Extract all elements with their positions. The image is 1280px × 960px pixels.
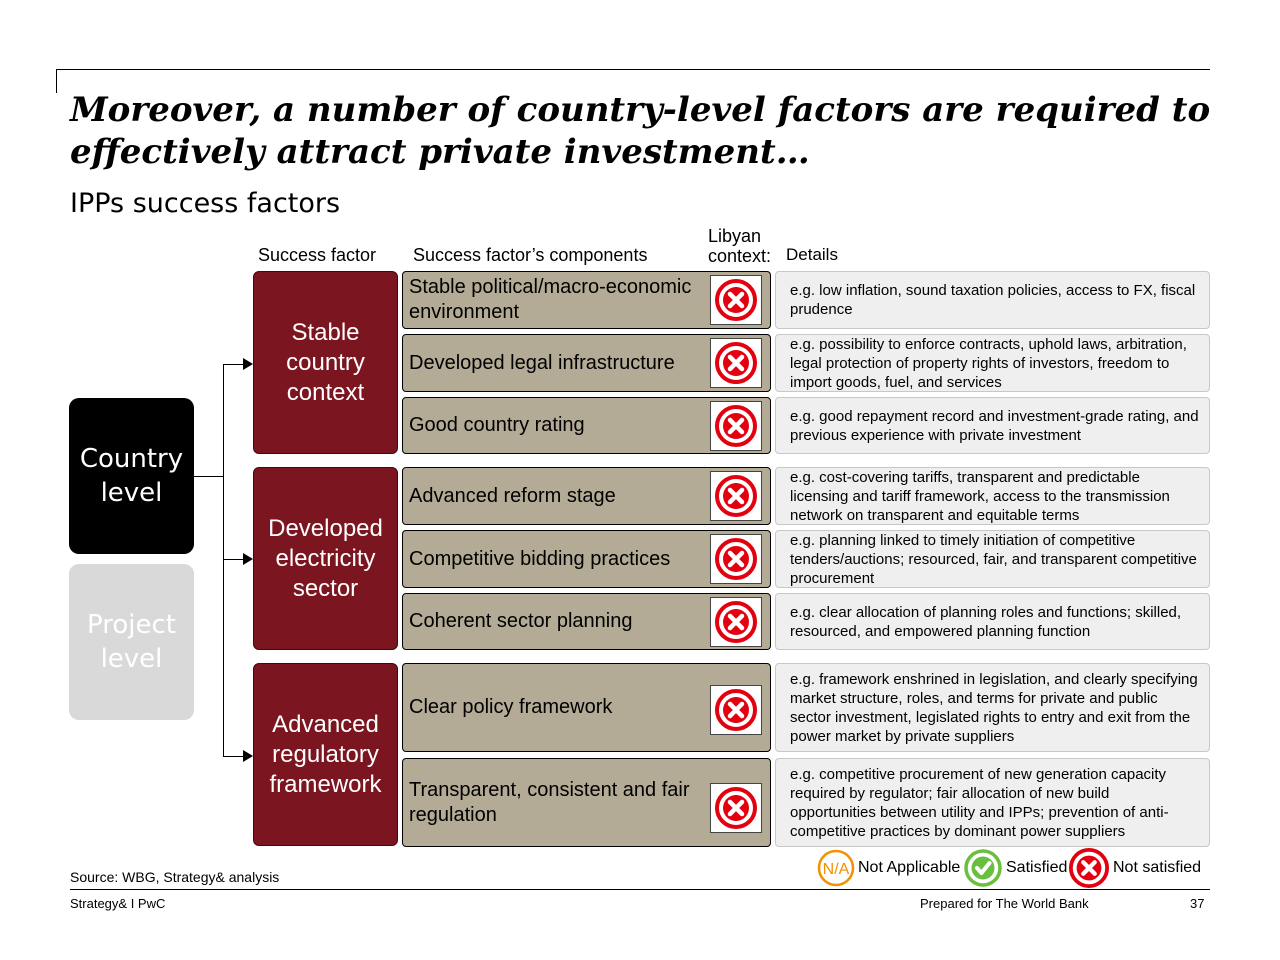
source-note: Source: WBG, Strategy& analysis	[70, 869, 280, 885]
detail-text: e.g. low inflation, sound taxation policies, access to FX, fiscal prudence	[775, 271, 1210, 329]
column-header-libyan	[708, 226, 771, 266]
legend-label-not-satisfied: Not satisfied	[1113, 859, 1202, 876]
component-label: Clear policy framework	[409, 696, 613, 718]
not-satisfied-icon	[714, 474, 758, 518]
component-row	[402, 663, 771, 752]
factor-advanced-regulatory-framework: Advanced regulatory framework	[253, 663, 398, 846]
not-satisfied-icon	[714, 537, 758, 581]
column-header-libyan-line1: Libyan	[708, 226, 762, 246]
project-level-box: Project level	[69, 564, 194, 720]
not-satisfied-icon	[1068, 847, 1110, 889]
slide-subtitle: IPPs success factors	[70, 188, 341, 219]
status-cell	[710, 685, 762, 735]
connector-line	[194, 476, 224, 477]
bottom-rule	[70, 889, 1210, 890]
status-cell	[710, 401, 762, 451]
country-level-box: Country level	[69, 398, 194, 554]
detail-text: e.g. clear allocation of planning roles and functions; skilled, resourced, and empowered planning function	[775, 593, 1210, 650]
satisfied-icon	[963, 848, 1003, 888]
legend-satisfied	[963, 850, 1067, 886]
component-row	[402, 593, 771, 650]
legend-not-satisfied	[1068, 850, 1201, 886]
component-row	[402, 334, 771, 392]
top-corner-tick	[56, 69, 57, 93]
column-header-libyan-line2: context:	[708, 246, 772, 266]
component-label: Transparent, consistent and fair regulation	[409, 778, 690, 826]
connector-branch	[223, 364, 245, 365]
page-number: 37	[1190, 896, 1205, 911]
status-cell	[710, 275, 762, 325]
detail-text: e.g. possibility to enforce contracts, uphold laws, arbitration, legal protection of property rights of investors, freedom to import goods, fuel, and services	[775, 334, 1210, 392]
component-row	[402, 758, 771, 847]
not-satisfied-icon	[714, 278, 758, 322]
component-label: Competitive bidding practices	[409, 547, 671, 570]
status-cell	[710, 338, 762, 388]
status-cell	[710, 534, 762, 584]
detail-text: e.g. planning linked to timely initiation of competitive tenders/auctions; resourced, fair, and transparent competitive procurement	[775, 530, 1210, 588]
not-applicable-icon	[817, 849, 855, 887]
top-rule	[56, 69, 1210, 70]
not-satisfied-icon	[714, 600, 758, 644]
na-symbol-text: N/A	[822, 861, 850, 878]
detail-text: e.g. framework enshrined in legislation, and clearly specifying market structure, roles, and terms for private and public sector investment, legislated rights to entry and exit from the power market by private suppliers	[775, 663, 1210, 752]
component-label: Stable political/macro-economic environment	[409, 276, 692, 323]
detail-text: e.g. good repayment record and investment-grade rating, and previous experience with private investment	[775, 397, 1210, 454]
slide-title: Moreover, a number of country-level factors are required to effectively attract private investment…	[70, 90, 1211, 172]
arrow-icon	[243, 750, 253, 762]
not-satisfied-icon	[714, 341, 758, 385]
detail-text: e.g. competitive procurement of new generation capacity required by regulator; fair allocation of new build opportunities between utility and IPPs; prevention of anti-competitive practices by dominant power suppliers	[775, 758, 1210, 847]
connector-branch	[223, 756, 245, 757]
column-header-factor: Success factor	[258, 245, 377, 265]
status-cell	[710, 783, 762, 833]
detail-text: e.g. cost-covering tariffs, transparent and predictable licensing and tariff framework, access to the transmission network on transparent and equitable terms	[775, 467, 1210, 525]
column-header-details: Details	[786, 245, 838, 264]
not-satisfied-icon	[714, 404, 758, 448]
connector-trunk	[223, 364, 224, 757]
status-cell	[710, 471, 762, 521]
component-row	[402, 271, 771, 329]
component-label: Advanced reform stage	[409, 484, 616, 507]
status-cell	[710, 597, 762, 647]
legend-label-satisfied: Satisfied	[1006, 859, 1068, 876]
column-header-components: Success factor’s components	[413, 245, 648, 265]
component-label: Developed legal infrastructure	[409, 351, 675, 374]
component-row	[402, 397, 771, 454]
factor-developed-electricity-sector: Developed electricity sector	[253, 467, 398, 650]
footer-brand: Strategy& I PwC	[70, 896, 166, 911]
connector-branch	[223, 559, 245, 560]
arrow-icon	[243, 553, 253, 565]
legend-label-na: Not Applicable	[858, 859, 961, 876]
footer-prepared-for: Prepared for The World Bank	[920, 896, 1089, 911]
not-satisfied-icon	[714, 688, 758, 732]
arrow-icon	[243, 358, 253, 370]
legend-not-applicable	[817, 850, 960, 886]
component-label: Coherent sector planning	[409, 610, 633, 632]
component-row	[402, 467, 771, 525]
not-satisfied-icon	[714, 786, 758, 830]
component-row	[402, 530, 771, 588]
component-label: Good country rating	[409, 414, 585, 436]
factor-stable-country-context: Stable country context	[253, 271, 398, 454]
